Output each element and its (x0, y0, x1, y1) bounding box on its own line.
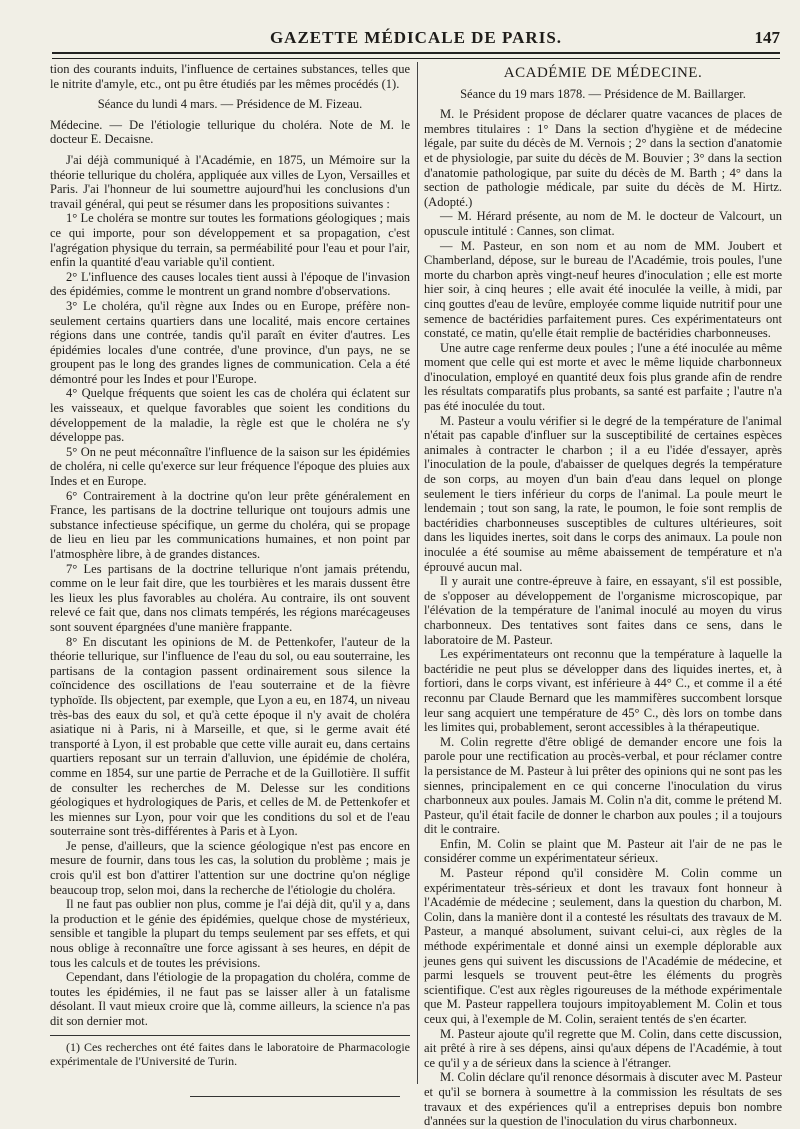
report-paragraph: Une autre cage renferme deux poules ; l'une a été inoculée au même moment que celle qui est morte et avec le même liquide charbonneux d'inoculation, employé en quantité deux fois plus grande afin de rendre les résultats comparatifs plus probants, sa santé est parfaite ; l'autre n'a pas été inoculée du tout. (424, 340, 782, 414)
article-paragraph: Cependant, dans l'étiologie de la propagation du choléra, comme de toutes les épidémies, il ne faut pas se laisser aller à un fatalisme désolant. Il vaut mieux croire que là, comme ailleurs, la science n'a pas dit son dernier mot. (50, 970, 410, 1028)
article-title: Médecine. — De l'étiologie tellurique du choléra. Note de M. le docteur E. Decaisne. (50, 117, 410, 147)
article-paragraph: Il ne faut pas oublier non plus, comme je l'ai déjà dit, qu'il y a, dans la production et le génie des épidémies, quelque chose de mystérieux, sensible et tangible la plupart du temps seulement par ses effets, et qui nous oblige à reconnaître une force agissant à ses heures, en dépit de tous les calculs et de toutes les prévisions. (50, 897, 410, 970)
left-column (50, 62, 410, 1097)
report-paragraph: Enfin, M. Colin se plaint que M. Pasteur ait l'air de ne pas le considérer comme un expérimentateur sérieux. (424, 836, 782, 866)
right-column (424, 62, 782, 1129)
continued-paragraph: tion des courants induits, l'influence de certaines substances, telles que le nitrite d'amyle, etc., ont pu être étudiés par les mêmes procédés (1). (50, 62, 410, 91)
seance-line: Séance du 19 mars 1878. — Présidence de M. Baillarger. (460, 86, 746, 101)
report-paragraph: M. Pasteur répond qu'il considère M. Colin comme un expérimentateur très-sérieux et dont les travaux font honneur à l'Académie de médecine ; seulement, dans la question du charbon, M. Colin, dans la manière dont il a contesté les résultats des travaux de M. Pasteur, a manqué absolument, suivant celui-ci, aux règles de la méthode expérimentale et donné ainsi un exemple déplorable aux jeunes gens qui suivent les discussions de l'Académie de médecine, et parmi lesquels se trouvent peut-être les éléments du progrès scientifique. C'est aux règles rigoureuses de la méthode expérimentale que M. Pasteur rappellera toujours impitoyablement M. Colin et tous ceux qui, à l'exemple de M. Colin, seraient tentés de s'en écarter. (424, 866, 782, 1026)
report-paragraph: Il y aurait une contre-épreuve à faire, en essayant, s'il est possible, de s'opposer au développement de l'organisme microscopique, par l'élévation de la température de l'animal inoculé au moyen du virus charbonneux. Des tentatives sont faites dans ce sens, dans le laboratoire de M. Pasteur. (424, 574, 782, 647)
seance-line: Séance du lundi 4 mars. — Présidence de M. Fizeau. (97, 97, 363, 112)
section-heading: ACADÉMIE DE MÉDECINE. (503, 65, 703, 81)
end-rule (190, 1096, 400, 1097)
article-paragraph: 4° Quelque fréquents que soient les cas de choléra qui éclatent sur les vaisseaux, et quelque favorables que soient les conditions du développement de la maladie, la règle est que le choléra ne s'y développe pas. (50, 386, 410, 445)
article-paragraph: 6° Contrairement à la doctrine qu'on leur prête généralement en France, les partisans de la doctrine tellurique ont toujours admis une substance infectieuse spécifique, un germe du choléra, qui se propage de lieu en lieu par les communications humaines, et non point par l'atmosphère libre, à de grandes distances. (50, 488, 410, 561)
footnote-rule (50, 1035, 410, 1036)
report-paragraph: M. Colin déclare qu'il renonce désormais à discuter avec M. Pasteur et qu'il se bornera à soumettre à la commission les résultats de ses travaux et des expériences qu'il a entreprises depuis bon nombre d'années sur la question de l'inoculation du virus charbonneux. (424, 1070, 782, 1129)
article-paragraph: 8° En discutant les opinions de M. de Pettenkofer, l'auteur de la théorie tellurique, sur l'influence de l'eau du sol, ou eau souterraine, les partisans de la contagion passent ordinairement sous silence la coïncidence des oscillations de l'eau souterraine et de la fièvre typhoïde. Ils objectent, par exemple, que Lyon a eu, en 1874, un niveau très-bas des eaux du sol, et qu'à cette époque il n'y avait de choléra asiatique ni à Paris, ni à Marseille, et que, si le germe avait été transporté à Lyon, il est probable que cette ville aurait eu, dans certains quartiers reposant sur un terrain d'alluvion, une épidémie de choléra, comme en 1854, sur une partie de Perrache et de la Guillotière. Il suffit de consulter les recherches de M. Delesse sur les conditions géologiques et hydrologiques de Paris, et celles de M. de Pettenkofer et les miennes sur Lyon, pour voir que les conditions du sol et de l'eau souterraine sont très-différentes à Paris et à Lyon. (50, 634, 410, 839)
article-paragraph: 5° On ne peut méconnaître l'influence de la saison sur les épidémies de choléra, ni celle qu'exerce sur leur fréquence l'époque des pluies aux Indes et en Europe. (50, 444, 410, 489)
report-paragraph: M. Colin regrette d'être obligé de demander encore une fois la parole pour une rectification au procès-verbal, et pour réclamer contre la persistance de M. Pasteur à lui prêter des opinions qui ne sont pas les siennes, principalement en ce qui concerne l'inoculation du virus charbonneux aux poules. Jamais M. Colin n'a dit, comme le prétend M. Pasteur, qu'il était facile de donner le charbon aux poules ; il a toujours dit le contraire. (424, 734, 782, 837)
header-rule (52, 52, 780, 59)
footnote: (1) Ces recherches ont été faites dans le laboratoire de Pharmacologie expérimentale de l'Université de Turin. (50, 1039, 410, 1068)
article-paragraph: J'ai déjà communiqué à l'Académie, en 1875, un Mémoire sur la théorie tellurique du choléra, appliquée aux villes de Lyon, Versailles et Paris. J'ai l'honneur de lui soumettre aujourd'hui les conclusions d'un travail général, qui peut se résumer dans les propositions suivantes : (50, 152, 410, 211)
report-paragraph: M. Pasteur a voulu vérifier si le degré de la température de l'animal n'était pas capable d'influer sur la susceptibilité de certaines espèces animales à contracter le charbon ; il a eu l'idée d'essayer, après l'inoculation de la poule, d'abaisser de quelques degrés la température de son corps, au moyen d'un bain d'eau dans lequel on plonge seulement le tiers inférieur du corps de l'animal. La poule meurt le lendemain ; tout son sang, la rate, le poumon, le foie sont remplis de bactéridies charbonneuses susceptibles de cultures ultérieures, soit dans les liquides inertes, soit dans le corps des animaux. La poule non inoculée a été soumise au même abaissement de température et n'a éprouvé aucun mal. (424, 413, 782, 574)
report-paragraph: — M. Pasteur, en son nom et au nom de MM. Joubert et Chamberland, dépose, sur le bureau de l'Académie, trois poules, l'une morte du charbon après vingt-neuf heures d'inoculation ; elle est morte hier soir, à cinq heures ; elle avait été inoculée la veille, à midi, par cinq gouttes d'eau de levûre, employée comme liquide nutritif pour une semence de bactéridies parfaitement pures. Ces expérimentateurs ont constaté, ce matin, qu'elle était remplie de bactéridies charbonneuses. (424, 238, 782, 341)
journal-title: GAZETTE MÉDICALE DE PARIS. (269, 28, 563, 47)
report-paragraph: Les expérimentateurs ont reconnu que la température à laquelle la bactéridie ne peut plus se développer dans des liquides inertes, et, à fortiori, dans le corps vivant, est inférieure à 44° C., et comme il a été reconnu par Claude Bernard que les mammifères succombent lorsque leur sang acquiert une température de 45° C., dès lors on tombe dans les limites qui, probablement, seront accessibles à la thérapeutique. (424, 647, 782, 735)
article-paragraph: Je pense, d'ailleurs, que la science géologique n'est pas encore en mesure de fournir, dans tous les cas, la solution du problème ; mais je crois qu'il est bon d'attirer l'attention sur une doctrine qu'on néglige beaucoup trop, selon moi, dans la recherche de l'étiologie du choléra. (50, 838, 410, 897)
report-paragraph: M. le Président propose de déclarer quatre vacances de places de membres titulaires : 1° Dans la section d'hygiène et de médecine légale, par suite du décès de M. Vernois ; 2° dans la section d'anatomie et de physiologie, par suite du décès de M. Bouvier ; 3° dans la section d'anatomie pathologique, par suite du décès de M. Barth ; 4° dans la section de pathologie médicale, par suite du décès de M. Hirtz. (Adopté.) (424, 107, 782, 209)
article-paragraph: 1° Le choléra se montre sur toutes les formations géologiques ; mais ce qui importe, pour son développement et sa propagation, c'est l'agrégation physique du terrain, sa perméabilité pour l'eau et pour l'air, enfin la quantité d'eau variable qu'il contient. (50, 211, 410, 270)
report-paragraph: M. Pasteur ajoute qu'il regrette que M. Colin, dans cette discussion, ait prêté à rire à ses dépens, ainsi qu'aux dépens de l'Académie, à tout ce qu'il y a de sérieux dans la science à l'étranger. (424, 1026, 782, 1070)
article-paragraph: 3° Le choléra, qu'il règne aux Indes ou en Europe, préfère non-seulement certains quartiers dans une localité, mais encore certaines régions dans une contrée, tandis qu'il paraît en éviter d'autres. Les épidémies locales d'une contrée, d'une province, d'un pays, ne se groupent pas le long des grandes lignes de communication. Cela a été démontré pour les Indes et pour l'Europe. (50, 298, 410, 386)
article-paragraph: 2° L'influence des causes locales tient aussi à l'époque de l'invasion des épidémies, comme le montrent un grand nombre d'observations. (50, 269, 410, 299)
page-number: 147 (754, 28, 780, 47)
report-paragraph: — M. Hérard présente, au nom de M. le docteur de Valcourt, un opuscule intitulé : Cannes, son climat. (424, 209, 782, 238)
article-paragraph: 7° Les partisans de la doctrine tellurique n'ont jamais prétendu, comme on le leur fait dire, que les tourbières et les marais dussent être les lieux les plus favorables au choléra. Au contraire, ils ont souvent relevé ce fait que, dans nos climats tempérés, les régions marécageuses sont souvent épargnées d'une manière frappante. (50, 561, 410, 634)
column-divider (417, 62, 418, 1084)
